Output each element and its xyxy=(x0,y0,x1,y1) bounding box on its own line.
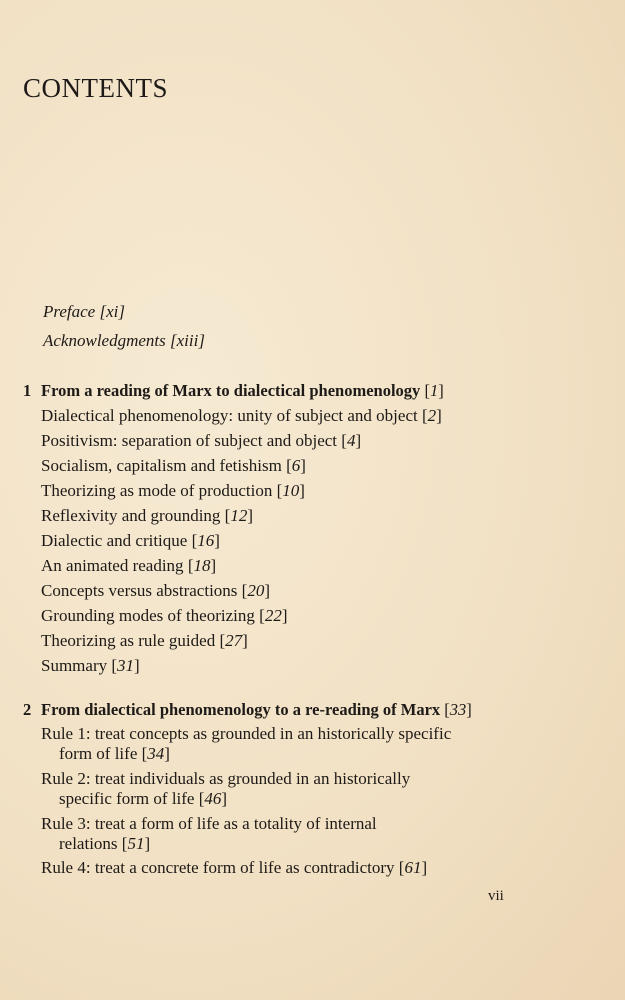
page-folio: vii xyxy=(488,888,504,904)
toc-section[interactable]: Grounding modes of theorizing [22] xyxy=(41,606,288,625)
chapter-title: From dialectical phenomenology to a re-reading of Marx xyxy=(41,700,441,719)
section-title-continued: relations xyxy=(59,834,118,853)
page-number: 12 xyxy=(230,506,248,525)
toc-section[interactable]: Concepts versus abstractions [20] xyxy=(41,581,270,600)
section-title: Theorizing as rule guided xyxy=(41,631,216,650)
chapter-heading-2[interactable]: 2 From dialectical phenomenology to a re-reading of Marx [33] xyxy=(23,700,472,719)
page-title: CONTENTS xyxy=(23,73,168,103)
page-number: 61 xyxy=(404,858,422,877)
toc-section[interactable]: Dialectical phenomenology: unity of subject and object [2] xyxy=(41,406,442,425)
section-title: Grounding modes of theorizing xyxy=(41,606,255,625)
section-title: Rule 3: treat a form of life as a totality of internal xyxy=(41,814,377,833)
section-title: Rule 2: treat individuals as grounded in an historically xyxy=(41,769,411,788)
toc-section[interactable]: Rule 2: treat individuals as grounded in an historically specific form of life [46] xyxy=(41,769,411,808)
chapter-title: From a reading of Marx to dialectical phenomenology xyxy=(41,381,421,400)
section-title-continued: specific form of life xyxy=(59,789,195,808)
toc-section[interactable]: Positivism: separation of subject and object [4] xyxy=(41,431,362,450)
section-title: Rule 1: treat concepts as grounded in an historically specific xyxy=(41,724,452,743)
page-number: 4 xyxy=(346,431,356,450)
page-number: 22 xyxy=(264,606,282,625)
page-number: 27 xyxy=(225,631,243,650)
section-title: Theorizing as mode of production xyxy=(41,481,273,500)
toc-section[interactable]: An animated reading [18] xyxy=(41,556,217,575)
page-number: 2 xyxy=(427,406,437,425)
toc-section[interactable]: Rule 1: treat concepts as grounded in an historically specific form of life [34] xyxy=(41,724,452,763)
toc-section[interactable]: Summary [31] xyxy=(41,656,140,675)
page-number: 51 xyxy=(127,834,145,853)
page-number: 20 xyxy=(247,581,265,600)
section-title: Summary xyxy=(41,656,108,675)
entry-label: Acknowledgments xyxy=(43,331,166,350)
section-title-continued: form of life xyxy=(59,744,138,763)
toc-entry-acknowledgments[interactable]: Acknowledgments [xiii] xyxy=(43,331,205,350)
chapter-number: 2 xyxy=(23,700,32,719)
section-title: An animated reading xyxy=(41,556,184,575)
section-title: Concepts versus abstractions xyxy=(41,581,238,600)
page-number: 33 xyxy=(449,700,467,719)
toc-section[interactable]: Reflexivity and grounding [12] xyxy=(41,506,254,525)
toc-section[interactable]: Theorizing as mode of production [10] xyxy=(41,481,305,500)
entry-label: Preface xyxy=(43,302,96,321)
page-number: 16 xyxy=(197,531,215,550)
chapter-heading-1[interactable]: 1 From a reading of Marx to dialectical phenomenology [1] xyxy=(23,381,444,400)
section-title: Reflexivity and grounding xyxy=(41,506,221,525)
page-number: 1 xyxy=(429,381,439,400)
section-title: Dialectical phenomenology: unity of subject and object xyxy=(41,406,418,425)
toc-section[interactable]: Dialectic and critique [16] xyxy=(41,531,220,550)
chapter-number: 1 xyxy=(23,381,32,400)
page-number: xiii xyxy=(176,331,199,350)
page-number: xi xyxy=(106,302,119,321)
page-number: 6 xyxy=(291,456,301,475)
page-number: 18 xyxy=(193,556,211,575)
page-number: 10 xyxy=(282,481,300,500)
page-number: 46 xyxy=(204,789,222,808)
page-number: 34 xyxy=(147,744,165,763)
toc-entry-preface[interactable]: Preface [xi] xyxy=(43,302,126,321)
section-title: Socialism, capitalism and fetishism xyxy=(41,456,282,475)
section-title: Dialectic and critique xyxy=(41,531,188,550)
toc-section[interactable]: Rule 3: treat a form of life as a totality of internal relations [51] xyxy=(41,814,377,853)
section-title: Positivism: separation of subject and object xyxy=(41,431,338,450)
section-title: Rule 4: treat a concrete form of life as contradictory xyxy=(41,858,395,877)
toc-section[interactable]: Theorizing as rule guided [27] xyxy=(41,631,248,650)
toc-section[interactable]: Rule 4: treat a concrete form of life as contradictory [61] xyxy=(41,858,428,877)
page-number: 31 xyxy=(117,656,135,675)
toc-section[interactable]: Socialism, capitalism and fetishism [6] xyxy=(41,456,306,475)
